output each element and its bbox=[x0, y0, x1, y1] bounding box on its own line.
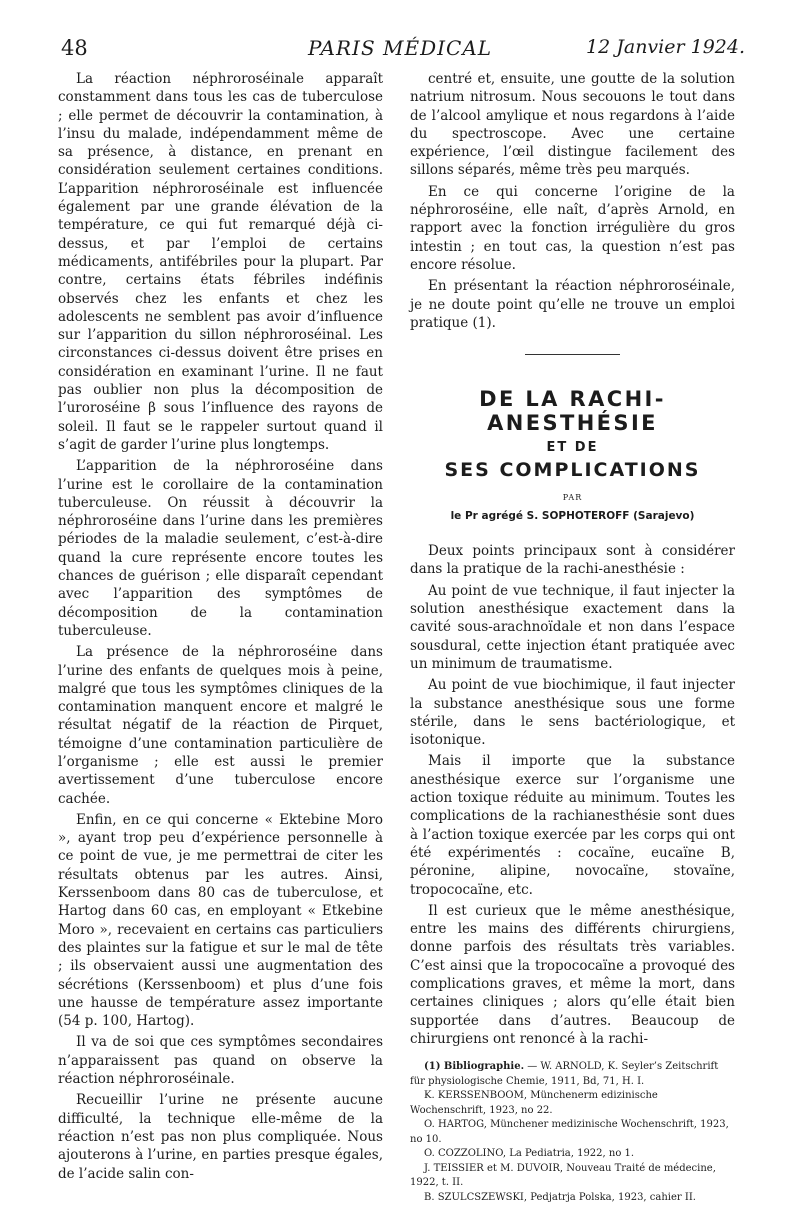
journal-title: PARIS MÉDICAL bbox=[307, 36, 493, 60]
paragraph: Enfin, en ce qui concerne « Ektebine Moro », ayant trop peu d’expérience personnelle à ce point de vue, je me permettrai de citer les résultats obtenus par les autres. Ainsi, Kerssenboom dans 80 cas de tuberculose, et Hartog dans 60 cas, en employant « Etkebine Moro », recevaient en certains cas particuliers des plaintes sur la fatigue et sur le mal de tête ; ils observaient aussi une augmentation des sécrétions (Kerssenboom) et plus d’une fois une hausse de température assez importante (54 p. 100, Hartog). bbox=[58, 811, 383, 1030]
author-byline: le Pr agrégé S. SOPHOTEROFF (Sarajevo) bbox=[450, 510, 695, 523]
footnote-first-entry: — W. ARNOLD, K. Seyler’s Zeitschrift für physiologische Chemie, 1911, Bd, 71, H. I. bbox=[410, 1061, 719, 1087]
article-body bbox=[410, 542, 735, 1048]
article-title: DE LA RACHI-ANESTHÉSIE bbox=[479, 387, 666, 436]
paragraph: Recueillir l’urine ne présente aucune difficulté, la technique elle-même de la réaction n’est pas non plus compliquée. Nous ajouterons à l’urine, en parties presque égales, de l’acide salin con- bbox=[58, 1092, 383, 1182]
article-title-line3: SES COMPLICATIONS bbox=[444, 459, 701, 482]
footnote-entry: B. SZULCSZEWSKI, Pedjatrja Polska, 1923, cahier II. bbox=[424, 1191, 696, 1203]
page-header bbox=[55, 36, 745, 66]
footnote-entry: J. TEISSIER et M. DUVOIR, Nouveau Traité de médecine, 1922, t. II. bbox=[410, 1162, 716, 1189]
left-column bbox=[58, 70, 383, 1183]
paragraph: La réaction néphroroséinale apparaît constamment dans tous les cas de tuberculose ; elle permet de découvrir la contamination, à l’insu du malade, indépendamment même de sa présence, à distance, en prenant en considération seulement certaines conditions. L’apparition néphroroséinale est influencée également par une grande élévation de la température, ce qui fut remarqué déjà ci-dessus, et par l’emploi de certains médicaments, antifébriles pour la plupart. Par contre, certains états fébriles indéfinis observés chez les enfants et chez les adolescents ne semblent pas avoir d’influence sur l’apparition du sillon néphroroséinal. Les circonstances ci-dessus doivent être prises en considération en examinant l’urine. Il ne faut pas oublier non plus la décomposition de l’uroroséine β sous l’influence des rayons de soleil. Il faut se le rappeler surtout quand il s’agit de garder l’urine plus longtemps. bbox=[58, 71, 383, 453]
footnote-entry bbox=[410, 1060, 735, 1089]
paragraph: L’apparition de la néphroroséine dans l’urine est le corollaire de la contamination tuberculeuse. On réussit à découvrir la néphroroséine dans l’urine dans les premières périodes de la maladie seulement, c’est-à-dire quand la cure représente encore toutes les chances de guérison ; elle disparaît cependant avec l’apparition des symptômes de décomposition de la contamination tuberculeuse. bbox=[58, 458, 383, 639]
paragraph: Il est curieux que le même anesthésique, entre les mains des différents chirurgiens, donne parfois des résultats très variables. C’est ainsi que la tropococaïne a provoqué des complications graves, et même la mort, dans certaines cliniques ; alors qu’elle était bien supportée dans d’autres. Beaucoup de chirurgiens ont renoncé à la rachi- bbox=[410, 902, 735, 1047]
page-number: 48 bbox=[61, 36, 88, 60]
paragraph: En présentant la réaction néphroroséinale, je ne doute point qu’elle ne trouve un emploi pratique (1). bbox=[410, 278, 735, 331]
section-divider bbox=[525, 354, 620, 355]
paragraph: Il va de soi que ces symptômes secondaires n’apparaissent pas quand on observe la réaction néphroroséinale. bbox=[58, 1034, 383, 1088]
footnote-label: (1) Bibliographie. bbox=[424, 1061, 525, 1073]
paragraph: En ce qui concerne l’origine de la néphroroséine, elle naît, d’après Arnold, en rapport avec la fonction irrégulière du gros intestin ; en tout cas, la question n’est pas encore résolue. bbox=[410, 183, 735, 273]
paragraph: Au point de vue technique, il faut injecter la solution anesthésique exactement dans la cavité sous-arachnoïdale et non dans l’espace sousdural, cette injection étant pratiquée avec un minimum de traumatisme. bbox=[410, 582, 735, 672]
footnote-bibliography bbox=[410, 1060, 735, 1205]
issue-date: 12 Janvier 1924. bbox=[586, 36, 745, 58]
paragraph: La présence de la néphroroséine dans l’urine des enfants de quelques mois à peine, malgré que tous les symptômes cliniques de la contamination manquent encore et malgré le résultat négatif de la réaction de Pirquet, témoigne d’une contamination particulière de l’organisme ; elle est aussi le premier avertissement d’une tuberculose encore cachée. bbox=[58, 644, 383, 807]
right-column bbox=[410, 70, 735, 1205]
footnote-entry: O. HARTOG, Münchener medizinische Wochenschrift, 1923, no 10. bbox=[410, 1119, 729, 1145]
paragraph: Mais il importe que la substance anesthésique exerce sur l’organisme une action toxique réduite au minimum. Toutes les complications de la rachianesthésie sont dues à l’action toxique exercée par les corps qui ont été expérimentés : cocaïne, eucaïne B, péronine, alipine, novocaïne, stovaïne, tropococaïne, etc. bbox=[410, 753, 735, 898]
byline-par: PAR bbox=[562, 493, 583, 503]
paragraph: Au point de vue biochimique, il faut injecter la substance anesthésique sous une forme stérile, dans le sens bactériologique, et isotonique. bbox=[410, 677, 735, 749]
paragraph: Deux points principaux sont à considérer dans la pratique de la rachi-anesthésie : bbox=[410, 543, 735, 578]
article-title-conjunction: ET DE bbox=[546, 440, 599, 456]
footnote-entry: K. KERSSENBOOM, Münchenerm edizinische Wochenschrift, 1923, no 22. bbox=[410, 1090, 658, 1116]
previous-article-end bbox=[410, 70, 735, 332]
paragraph: centré et, ensuite, une goutte de la solution natrium nitrosum. Nous secouons le tout dans de l’alcool amylique et nous regardons à l’aide du spectroscope. Avec une certaine expérience, l’œil distingue facilement des sillons séparés, même très peu marqués. bbox=[410, 71, 735, 179]
footnote-entry: O. COZZOLINO, La Pediatria, 1922, no 1. bbox=[424, 1148, 635, 1160]
